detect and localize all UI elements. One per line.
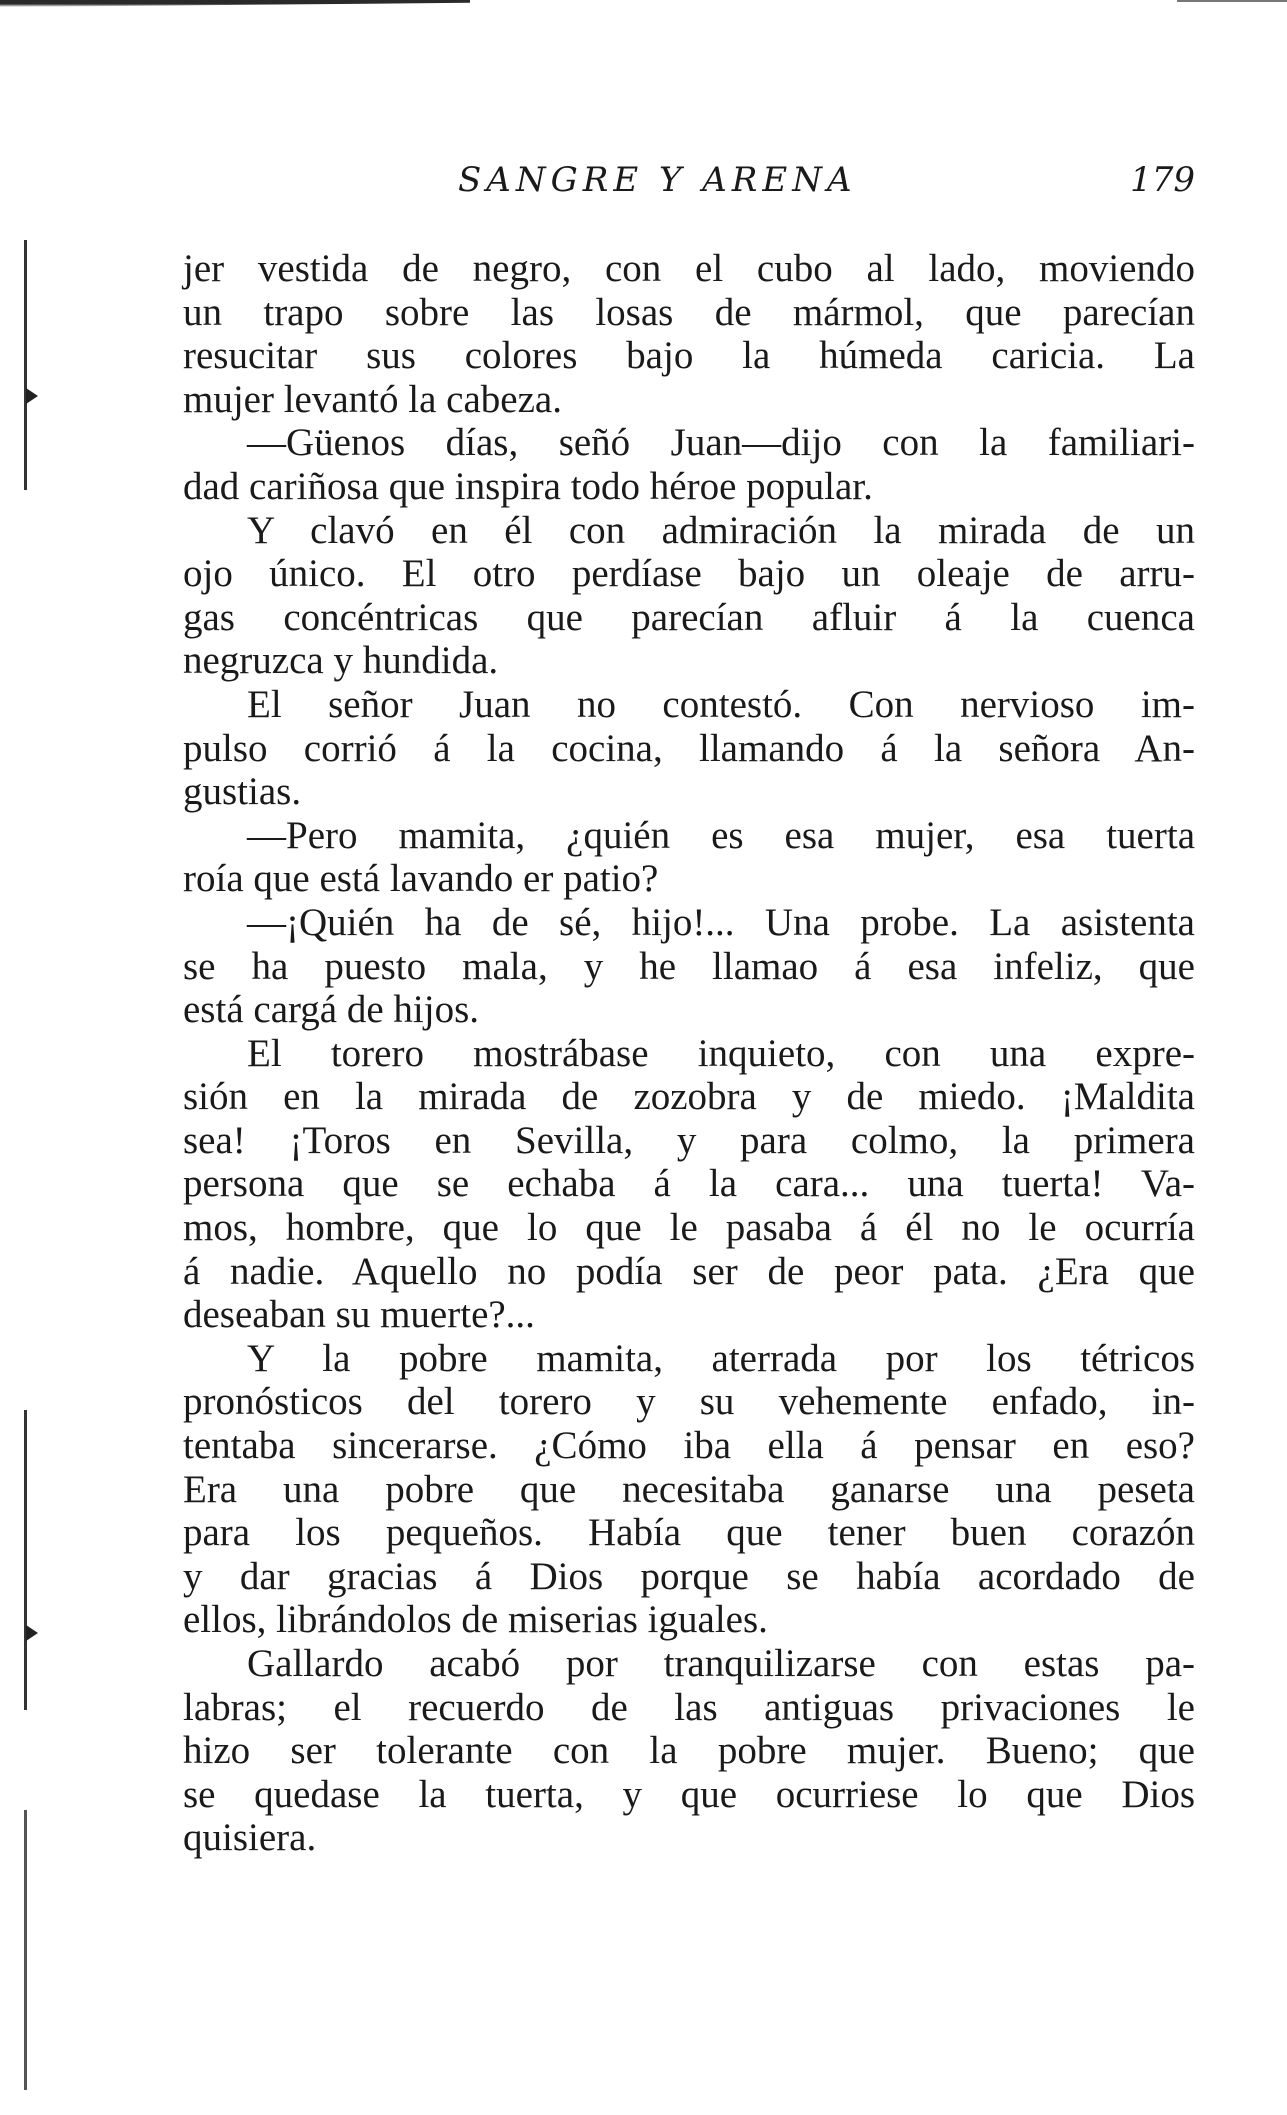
- text-line: —Güenos días, señó Juan—dijo con la familiari-: [247, 421, 1195, 465]
- text-line: hizo ser tolerante con la pobre mujer. Bueno; que: [183, 1729, 1195, 1773]
- text-line: roía que está lavando er patio?: [183, 857, 659, 901]
- text-line: pulso corrió á la cocina, llamando á la señora An-: [183, 726, 1195, 770]
- binding-notch-mark: [26, 1625, 38, 1641]
- text-line: Era una pobre que necesitaba ganarse una peseta: [183, 1467, 1195, 1511]
- text-line: ojo único. El otro perdíase bajo un oleaje de arru-: [183, 552, 1195, 596]
- text-line: gustias.: [183, 770, 302, 814]
- text-line: mujer levantó la cabeza.: [183, 377, 562, 421]
- text-line: jer vestida de negro, con el cubo al lado, moviendo: [183, 247, 1195, 290]
- text-line: para los pequeños. Había que tener buen corazón: [183, 1511, 1195, 1555]
- text-line: —¡Quién ha de sé, hijo!... Una probe. La asistenta: [247, 900, 1195, 944]
- text-line: ellos, librándolos de miserias iguales.: [183, 1598, 768, 1642]
- binding-notch-mark: [26, 388, 38, 404]
- page-header: [183, 160, 1195, 206]
- text-line: está cargá de hijos.: [183, 988, 480, 1032]
- text-line: persona que se echaba á la cara... una tuerta! Va-: [183, 1162, 1195, 1206]
- text-line: Y la pobre mamita, aterrada por los tétricos: [247, 1336, 1195, 1380]
- text-line: se quedase la tuerta, y que ocurriese lo que Dios: [183, 1772, 1195, 1816]
- text-line: sión en la mirada de zozobra y de miedo. ¡Maldita: [183, 1075, 1195, 1119]
- text-line: dad cariñosa que inspira todo héroe popular.: [183, 464, 873, 508]
- text-line: gas concéntricas que parecían afluir á la cuenca: [183, 595, 1195, 639]
- scan-edge-line: [1177, 0, 1287, 2]
- text-line: se ha puesto mala, y he llamao á esa infeliz, que: [183, 944, 1195, 988]
- page-number: 179: [1130, 160, 1195, 200]
- text-line: un trapo sobre las losas de mármol, que parecían: [183, 290, 1195, 334]
- text-line: quisiera.: [183, 1816, 317, 1860]
- text-line: deseaban su muerte?...: [183, 1293, 535, 1337]
- text-line: tentaba sincerarse. ¿Cómo iba ella á pensar en eso?: [183, 1424, 1195, 1468]
- running-head: SANGRE Y ARENA: [458, 160, 857, 200]
- text-line: á nadie. Aquello no podía ser de peor pata. ¿Era que: [183, 1249, 1195, 1293]
- text-line: —Pero mamita, ¿quién es esa mujer, esa tuerta: [247, 813, 1195, 857]
- text-line: negruzca y hundida.: [183, 639, 499, 683]
- body-text: [183, 247, 1195, 1860]
- scan-edge-shadow: [0, 0, 470, 7]
- text-line: y dar gracias á Dios porque se había acordado de: [183, 1554, 1195, 1598]
- text-line: labras; el recuerdo de las antiguas privaciones le: [183, 1685, 1195, 1729]
- text-line: sea! ¡Toros en Sevilla, y para colmo, la primera: [183, 1118, 1195, 1162]
- text-line: Y clavó en él con admiración la mirada de un: [247, 508, 1195, 552]
- text-line: El torero mostrábase inquieto, con una expre-: [247, 1031, 1195, 1075]
- text-line: resucitar sus colores bajo la húmeda caricia. La: [183, 334, 1195, 378]
- text-line: pronósticos del torero y su vehemente enfado, in-: [183, 1380, 1195, 1424]
- text-line: Gallardo acabó por tranquilizarse con estas pa-: [247, 1642, 1195, 1685]
- text-line: El señor Juan no contestó. Con nervioso im-: [247, 682, 1195, 726]
- text-line: mos, hombre, que lo que le pasaba á él no le ocurría: [183, 1206, 1195, 1250]
